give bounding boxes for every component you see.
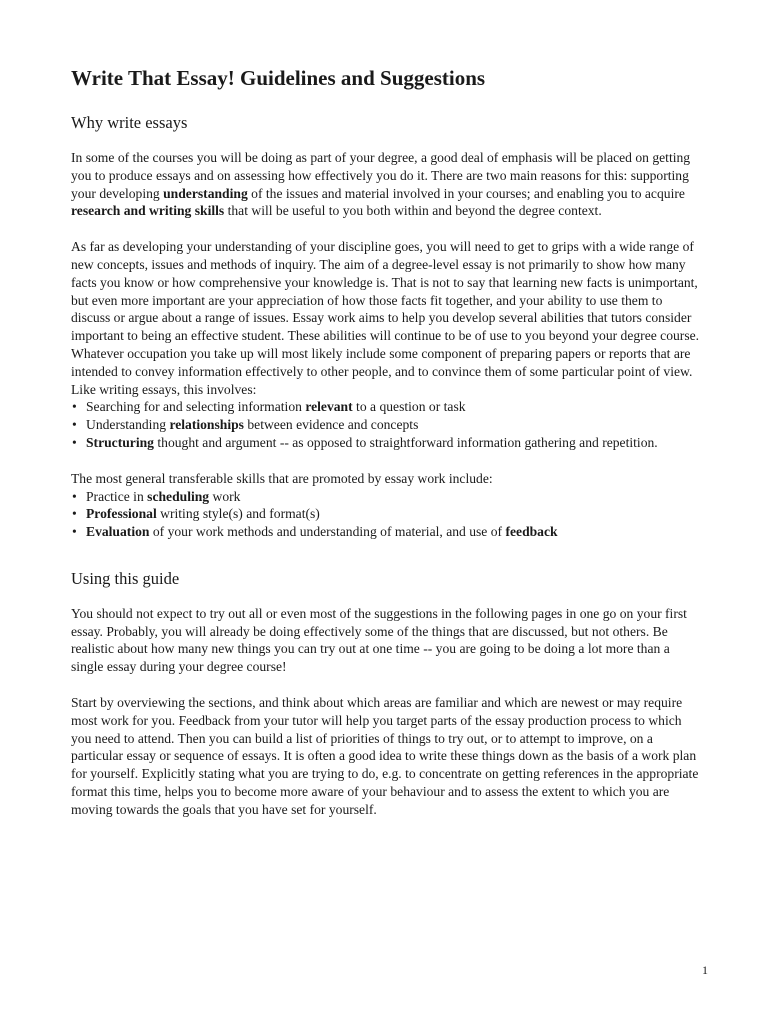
paragraph-understanding-discipline: As far as developing your understanding of your discipline goes, you will need to get to grips with a wide range of new concepts, issues and methods of inquiry. The aim of a degree-level essay is not primarily to show how many facts you know or how comprehensive your knowledge is. That is not to say that learning new facts is unimportant, but even more important are your appreciation of how those facts fit together, and your ability to use them to discuss or argue about a range of issues. Essay work aims to help you develop several abilities that tutors consider important to being an effective student. These abilities will continue to be of use to you beyond your degree course. Whatever occupation you take up will most likely include some component of preparing papers or reports that are intended to convey information effectively to other people, and to convince them of some particular point of view. Like writing essays, this involves:: [71, 239, 700, 397]
paragraph-transferable-skills: The most general transferable skills that are promoted by essay work include:: [71, 470, 493, 486]
text-run: thought and argument -- as opposed to straightforward information gathering and repetition.: [153, 434, 658, 450]
list-item: [71, 523, 703, 541]
bold-research-writing-skills: research and writing skills: [71, 203, 225, 219]
text-run: to a question or task: [352, 399, 466, 415]
text-run: of your work methods and understanding of material, and use of: [149, 524, 506, 540]
bold-term: scheduling: [147, 488, 210, 504]
text-run: work: [209, 488, 241, 504]
page-content: [71, 66, 703, 836]
paragraph-start-by-overviewing: Start by overviewing the sections, and think about which areas are familiar and which are newest or may require most work for you. Feedback from your tutor will help you target parts of the essay production process to which you need to attend. Then you can build a list of priorities of things to try out, or to attempt to improve, on a particular essay or sequence of essays. It is often a good idea to write these things down as the basis of a work plan for yourself. Explicitly stating what you are trying to do, e.g. to concentrate on getting references in the appropriate format this time, helps you to become more aware of your behaviour and to assess the extent to which you are moving towards the goals that you have set for yourself.: [71, 694, 699, 817]
bold-term: relevant: [305, 399, 353, 415]
document-title: Write That Essay! Guidelines and Suggestions: [71, 66, 486, 90]
bold-term: Professional: [86, 506, 157, 522]
section-heading-why-write-essays: Why write essays: [71, 113, 188, 133]
bold-understanding: understanding: [163, 185, 248, 201]
bold-term: relationships: [169, 417, 244, 433]
text-run: Practice in: [86, 488, 148, 504]
bold-term: Structuring: [86, 434, 154, 450]
list-item: [71, 434, 703, 452]
paragraph-emphasis: [71, 149, 703, 220]
bullet-list-involves: [71, 398, 703, 451]
list-item: [71, 505, 703, 523]
list-item: [71, 416, 703, 434]
text-run: Understanding: [86, 417, 170, 433]
text-run: writing style(s) and format(s): [156, 506, 320, 522]
bold-term: feedback: [505, 524, 558, 540]
paragraph-expectations: You should not expect to try out all or even most of the suggestions in the following pages in one go on your first essay. Probably, you will already be doing effectively some of the things that are discussed, but not others. Be realistic about how many new things you can try out at one time -- you are going to be doing a lot more than a single essay during your degree course!: [71, 605, 687, 675]
list-item: [71, 398, 703, 416]
text-run: In some of the courses you will be doing as part of your degree, a good deal of emphasis will be placed on getting you to produce essays and on assessing how effectively you do it. There are two main reasons for this: supporting your developing: [71, 149, 691, 201]
section-heading-using-this-guide: Using this guide: [71, 568, 180, 588]
text-run: of the issues and material involved in your courses; and enabling you to acquire: [247, 185, 685, 201]
text-run: between evidence and concepts: [243, 417, 419, 433]
page-number: 1: [702, 963, 708, 977]
list-item: [71, 488, 703, 506]
bold-term: Evaluation: [86, 524, 150, 540]
bullet-list-skills: [71, 488, 703, 541]
text-run: Searching for and selecting information: [86, 399, 306, 415]
text-run: that will be useful to you both within and beyond the degree context.: [224, 203, 602, 219]
